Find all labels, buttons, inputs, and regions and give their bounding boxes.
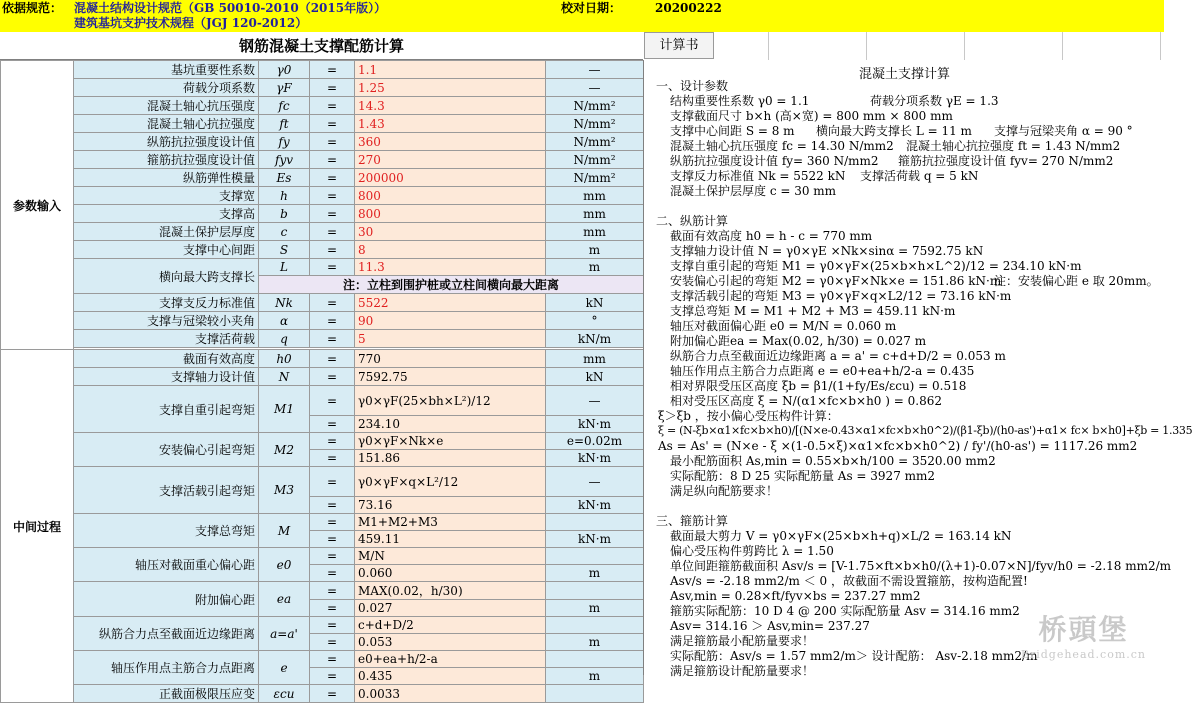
param-name: 箍筋抗拉强度设计值 (74, 151, 259, 169)
param-symbol: h0 (259, 350, 310, 368)
table-row (1, 467, 644, 497)
report-line: 实际配筋：Asv/s = 1.57 mm2/m＞ 设计配筋： Asv-2.18 mm2/m (670, 649, 1038, 663)
param-symbol: M1 (259, 386, 310, 433)
unit-cell (546, 582, 644, 600)
input-value-cell[interactable]: 11.3 (355, 259, 546, 276)
check-date-value[interactable]: 20200222 (655, 1, 722, 15)
param-name: 支撑支反力标准值 (74, 294, 259, 312)
param-name: 轴压对截面重心偏心距 (74, 548, 259, 582)
param-name: 支撑总弯矩 (74, 514, 259, 548)
equals-sign: = (310, 259, 355, 276)
param-symbol: ea (259, 582, 310, 617)
input-value-cell[interactable]: 8 (355, 241, 546, 259)
grid-line (866, 32, 867, 60)
watermark-url: Bridgehead.com.cn (1020, 648, 1146, 661)
design-code-1: 混凝土结构设计规范（GB 50010-2010（2015年版）） (74, 1, 387, 15)
report-line: 满足纵向配筋要求！ (670, 484, 779, 498)
equals-sign: = (310, 497, 355, 514)
unit-cell: kN·m (546, 450, 644, 467)
param-name: 截面有效高度 (74, 350, 259, 368)
equals-sign: = (310, 133, 355, 151)
param-symbol: a=a' (259, 617, 310, 651)
watermark-logo: 桥頭堡 (1038, 613, 1129, 646)
report-line: 荷载分项系数 γE = 1.3 (870, 94, 999, 108)
param-symbol: Nk (259, 294, 310, 312)
report-heading: 三、箍筋计算 (656, 514, 729, 528)
param-symbol: γ0 (259, 61, 310, 79)
table-row (1, 514, 644, 531)
unit-cell: mm (546, 223, 644, 241)
unit-cell: m (546, 259, 644, 276)
unit-cell: N/mm² (546, 97, 644, 115)
table-row (1, 205, 644, 223)
parameter-table (0, 60, 644, 703)
formula-cell: c+d+D/2 (355, 617, 546, 634)
input-value-cell[interactable]: 5522 (355, 294, 546, 312)
report-line: 截面最大剪力 V = γ0×γF×(25×b×h+q)×L/2 = 163.14 kN (670, 529, 1012, 543)
param-name: 支撑轴力设计值 (74, 368, 259, 386)
param-symbol: M (259, 514, 310, 548)
calc-report-panel (643, 60, 1192, 678)
equals-sign: = (310, 223, 355, 241)
equals-sign: = (310, 600, 355, 617)
equals-sign: = (310, 294, 355, 312)
unit-cell: mm (546, 187, 644, 205)
check-date-label: 校对日期： (561, 1, 622, 15)
equals-sign: = (310, 634, 355, 651)
param-name: 支撑高 (74, 205, 259, 223)
unit-cell: N/mm² (546, 169, 644, 187)
param-symbol: h (259, 187, 310, 205)
unit-cell: mm (546, 205, 644, 223)
table-row (1, 259, 644, 276)
report-line: 轴压作用点主筋合力点距离 e = e0+ea+h/2-a = 0.435 (670, 364, 975, 378)
calc-value-cell: 151.86 (355, 450, 546, 467)
param-symbol: M3 (259, 467, 310, 514)
input-value-cell[interactable]: 5 (355, 330, 546, 348)
param-name: 支撑活载引起弯矩 (74, 467, 259, 514)
table-row (1, 294, 644, 312)
calc-value-cell: 0.060 (355, 565, 546, 582)
input-value-cell[interactable]: 270 (355, 151, 546, 169)
table-row (1, 685, 644, 703)
formula-cell: M/N (355, 548, 546, 565)
equals-sign: = (310, 350, 355, 368)
report-line: 单位间距箍筋截面积 Asv/s = [V-1.75×ft×b×h0/(λ+1)-0.07×N]/fyv/h0 = -2.18 mm2/m (670, 559, 1172, 573)
equals-sign: = (310, 79, 355, 97)
unit-cell (546, 685, 644, 703)
formula-cell: γ0×γF×q×L²/12 (355, 467, 546, 497)
equals-sign: = (310, 582, 355, 600)
unit-cell: — (546, 467, 644, 497)
unit-cell: m (546, 668, 644, 685)
equals-sign: = (310, 548, 355, 565)
report-line: 支撑总弯矩 M = M1 + M2 + M3 = 459.11 kN·m (670, 304, 956, 318)
report-line: Asv/s = -2.18 mm2/m ＜ 0 ，故截面不需设置箍筋，按构造配置! (670, 574, 1028, 588)
equals-sign: = (310, 467, 355, 497)
report-line: 横向最大跨支撑长 L = 11 m (816, 124, 972, 138)
unit-cell: kN·m (546, 531, 644, 548)
unit-cell: — (546, 61, 644, 79)
calc-value-cell: 234.10 (355, 416, 546, 433)
unit-cell: m (546, 600, 644, 617)
input-value-cell[interactable]: 30 (355, 223, 546, 241)
param-symbol: b (259, 205, 310, 223)
table-row (1, 368, 644, 386)
equals-sign: = (310, 617, 355, 634)
equals-sign: = (310, 565, 355, 582)
equals-sign: = (310, 651, 355, 668)
report-heading: 二、纵筋计算 (656, 214, 729, 228)
param-name: 轴压作用点主筋合力点距离 (74, 651, 259, 685)
calc-value-cell: 0.027 (355, 600, 546, 617)
unit-cell: m (546, 634, 644, 651)
unit-cell (546, 617, 644, 634)
report-line: 满足箍筋设计配筋量要求！ (670, 664, 815, 678)
equals-sign: = (310, 685, 355, 703)
table-row (1, 151, 644, 169)
table-row (1, 617, 644, 634)
formula-cell: MAX(0.02，h/30) (355, 582, 546, 600)
input-value-cell[interactable]: 14.3 (355, 97, 546, 115)
param-name: 基坑重要性系数 (74, 61, 259, 79)
unit-cell: kN (546, 294, 644, 312)
report-line: As = As' = (N×e - ξ ×(1-0.5×ξ)×α1×fc×b×h0^2) / fy'/(h0-as') = 1117.26 mm2 (658, 439, 1138, 453)
param-symbol: e0 (259, 548, 310, 582)
report-line: 支撑反力标准值 Nk = 5522 kN (670, 169, 846, 183)
equals-sign: = (310, 312, 355, 330)
report-line: 支撑截面尺寸 b×h (高×宽) = 800 mm × 800 mm (670, 109, 953, 123)
table-row (1, 241, 644, 259)
unit-cell: kN/m (546, 330, 644, 348)
input-value-cell[interactable]: 1.1 (355, 61, 546, 79)
table-row (1, 548, 644, 565)
param-symbol: e (259, 651, 310, 685)
group-input-label: 参数输入 (1, 61, 74, 350)
param-symbol: M2 (259, 433, 310, 467)
unit-cell: — (546, 79, 644, 97)
unit-cell (546, 548, 644, 565)
param-name: 支撑与冠梁较小夹角 (74, 312, 259, 330)
report-line: 注：安装偏心距 e 取 20mm。 (994, 274, 1159, 288)
table-row (1, 223, 644, 241)
param-name: 纵筋抗拉强度设计值 (74, 133, 259, 151)
equals-sign: = (310, 205, 355, 223)
equals-sign: = (310, 61, 355, 79)
span-note: 注：立柱到围护桩或立柱间横向最大距离 (259, 276, 644, 294)
report-line: 实际配筋：8 D 25 实际配筋量 As = 3927 mm2 (670, 469, 936, 483)
report-line: Asv= 314.16 ＞ Asv,min= 237.27 (670, 619, 870, 633)
watermark (1021, 608, 1146, 661)
unit-cell: e=0.02m (546, 433, 644, 450)
param-symbol: ft (259, 115, 310, 133)
report-line: 纵筋抗拉强度设计值 fy= 360 N/mm2 (670, 154, 879, 168)
table-row (1, 386, 644, 416)
report-line: 满足箍筋最小配筋量要求！ (670, 634, 815, 648)
unit-cell: mm (546, 350, 644, 368)
param-symbol: q (259, 330, 310, 348)
unit-cell: kN (546, 368, 644, 386)
param-name: 正截面极限压应变 (74, 685, 259, 703)
param-symbol: S (259, 241, 310, 259)
report-line: 支撑中心间距 S = 8 m (670, 124, 795, 138)
unit-cell (546, 651, 644, 668)
table-row (1, 582, 644, 600)
param-name: 支撑宽 (74, 187, 259, 205)
report-line: 支撑自重引起的弯矩 M1 = γ0×γF×(25×b×h×L^2)/12 = 234.10 kN·m (670, 259, 1082, 273)
grid-line (964, 32, 965, 60)
param-name: 横向最大跨支撑长 (74, 259, 259, 294)
unit-cell: N/mm² (546, 115, 644, 133)
calc-value-cell: 0.435 (355, 668, 546, 685)
table-row (1, 61, 644, 79)
equals-sign: = (310, 97, 355, 115)
report-line: 最小配筋面积 As,min = 0.55×b×h/100 = 3520.00 mm2 (670, 454, 996, 468)
sheet-title: 钢筋混凝土支撑配筋计算 (0, 32, 643, 60)
param-name: 纵筋合力点至截面近边缘距离 (74, 617, 259, 651)
equals-sign: = (310, 241, 355, 259)
param-name: 安装偏心引起弯矩 (74, 433, 259, 467)
report-line: ξ = (N-ξb×α1×fc×b×h0)/[(N×e-0.43×α1×fc×b×h0^2)/(β1-ξb)/(h0-as')+α1× fc× b×h0]+ξb = 1.335 (658, 424, 1192, 437)
param-name: 混凝土轴心抗压强度 (74, 97, 259, 115)
param-symbol: N (259, 368, 310, 386)
param-symbol: εcu (259, 685, 310, 703)
table-row (1, 350, 644, 368)
report-title: 混凝土支撑计算 (858, 67, 950, 82)
basis-label: 依据规范： (2, 1, 63, 15)
table-row (1, 169, 644, 187)
calc-value-cell: 770 (355, 350, 546, 368)
report-line: 支撑活载引起的弯矩 M3 = γ0×γF×q×L2/12 = 73.16 kN·m (670, 289, 1012, 303)
table-row (1, 187, 644, 205)
report-line: 截面有效高度 h0 = h - c = 770 mm (670, 229, 873, 243)
table-row (1, 79, 644, 97)
table-row (1, 651, 644, 668)
report-line: 附加偏心距ea = Max(0.02, h/30) = 0.027 m (670, 334, 927, 348)
grid-line (768, 32, 769, 60)
input-value-cell[interactable]: 90 (355, 312, 546, 330)
param-name: 荷载分项系数 (74, 79, 259, 97)
equals-sign: = (310, 187, 355, 205)
tab-calc-report[interactable]: 计算书 (644, 32, 714, 59)
input-value-cell[interactable]: 800 (355, 205, 546, 223)
unit-cell: m (546, 241, 644, 259)
param-symbol: L (259, 259, 310, 276)
grid-line (1160, 32, 1161, 60)
param-symbol: fyv (259, 151, 310, 169)
group-middle-label: 中间过程 (1, 350, 74, 703)
formula-cell: M1+M2+M3 (355, 514, 546, 531)
table-row (1, 115, 644, 133)
input-value-cell[interactable]: 1.25 (355, 79, 546, 97)
equals-sign: = (310, 115, 355, 133)
input-value-cell[interactable]: 360 (355, 133, 546, 151)
design-code-2: 建筑基坑支护技术规程（JGJ 120-2012） (74, 16, 308, 30)
calc-value-cell: 7592.75 (355, 368, 546, 386)
report-line: 支撑活荷载 q = 5 kN (860, 169, 979, 183)
equals-sign: = (310, 416, 355, 433)
report-line: 箍筋抗拉强度设计值 fyv= 270 N/mm2 (898, 154, 1114, 168)
calc-value-cell: 73.16 (355, 497, 546, 514)
report-line: 纵筋合力点至截面近边缘距离 a = a' = c+d+D/2 = 0.053 m (670, 349, 1006, 363)
equals-sign: = (310, 169, 355, 187)
report-line: 偏心受压构件剪跨比 λ = 1.50 (670, 544, 834, 558)
equals-sign: = (310, 368, 355, 386)
equals-sign: = (310, 330, 355, 348)
calc-value-cell: 0.053 (355, 634, 546, 651)
param-symbol: γF (259, 79, 310, 97)
equals-sign: = (310, 531, 355, 548)
unit-cell: kN·m (546, 497, 644, 514)
equals-sign: = (310, 450, 355, 467)
param-symbol: fy (259, 133, 310, 151)
param-name: 混凝土保护层厚度 (74, 223, 259, 241)
param-name: 混凝土轴心抗拉强度 (74, 115, 259, 133)
param-name: 附加偏心距 (74, 582, 259, 617)
input-value-cell[interactable]: 800 (355, 187, 546, 205)
param-symbol: α (259, 312, 310, 330)
report-line: 箍筋实际配筋：10 D 4 @ 200 实际配筋量 Asv = 314.16 mm2 (670, 604, 1020, 618)
equals-sign: = (310, 514, 355, 531)
unit-cell: — (546, 386, 644, 416)
formula-cell: γ0×γF(25×bh×L²)/12 (355, 386, 546, 416)
report-line: 相对受压区高度 ξ = N/(α1×fc×b×h0 ) = 0.862 (670, 394, 942, 408)
input-value-cell[interactable]: 200000 (355, 169, 546, 187)
unit-cell: N/mm² (546, 133, 644, 151)
equals-sign: = (310, 151, 355, 169)
report-line: 安装偏心引起的弯矩 M2 = γ0×γF×Nk×e = 151.86 kN·m (670, 274, 1002, 288)
unit-cell: ° (546, 312, 644, 330)
report-line: 支撑与冠梁夹角 α = 90 ° (994, 124, 1133, 138)
equals-sign: = (310, 433, 355, 450)
calc-value-cell: 459.11 (355, 531, 546, 548)
table-row (1, 97, 644, 115)
unit-cell: m (546, 565, 644, 582)
unit-cell (546, 514, 644, 531)
report-line: 结构重要性系数 γ0 = 1.1 (670, 94, 810, 108)
report-line: 轴压对截面偏心距 e0 = M/N = 0.060 m (670, 319, 897, 333)
table-row (1, 433, 644, 450)
param-name: 支撑自重引起弯矩 (74, 386, 259, 433)
unit-cell: N/mm² (546, 151, 644, 169)
report-line: 相对界限受压区高度 ξb = β1/(1+fy/Es/εcu) = 0.518 (670, 379, 967, 393)
report-line: Asv,min = 0.28×ft/fyv×bs = 237.27 mm2 (670, 589, 921, 603)
calc-value-cell: 0.0033 (355, 685, 546, 703)
param-name: 支撑活荷载 (74, 330, 259, 348)
unit-cell: kN·m (546, 416, 644, 433)
report-heading: 一、设计参数 (656, 79, 729, 93)
report-line: 混凝土保护层厚度 c = 30 mm (670, 184, 837, 198)
table-row (1, 330, 644, 348)
equals-sign: = (310, 668, 355, 685)
report-line: ξ＞ξb ，按小偏心受压构件计算： (658, 409, 839, 423)
input-value-cell[interactable]: 1.43 (355, 115, 546, 133)
param-name: 支撑中心间距 (74, 241, 259, 259)
report-line: 支撑轴力设计值 N = γ0×γE ×Nk×sinα = 7592.75 kN (670, 244, 984, 258)
formula-cell: γ0×γF×Nk×e (355, 433, 546, 450)
report-line: 混凝土轴心抗拉强度 ft = 1.43 N/mm2 (906, 139, 1121, 153)
param-name: 纵筋弹性模量 (74, 169, 259, 187)
table-row (1, 312, 644, 330)
param-symbol: Es (259, 169, 310, 187)
formula-cell: e0+ea+h/2-a (355, 651, 546, 668)
table-row (1, 133, 644, 151)
equals-sign: = (310, 386, 355, 416)
grid-line (1062, 32, 1063, 60)
report-line: 混凝土轴心抗压强度 fc = 14.30 N/mm2 (670, 139, 894, 153)
param-symbol: c (259, 223, 310, 241)
param-symbol: fc (259, 97, 310, 115)
